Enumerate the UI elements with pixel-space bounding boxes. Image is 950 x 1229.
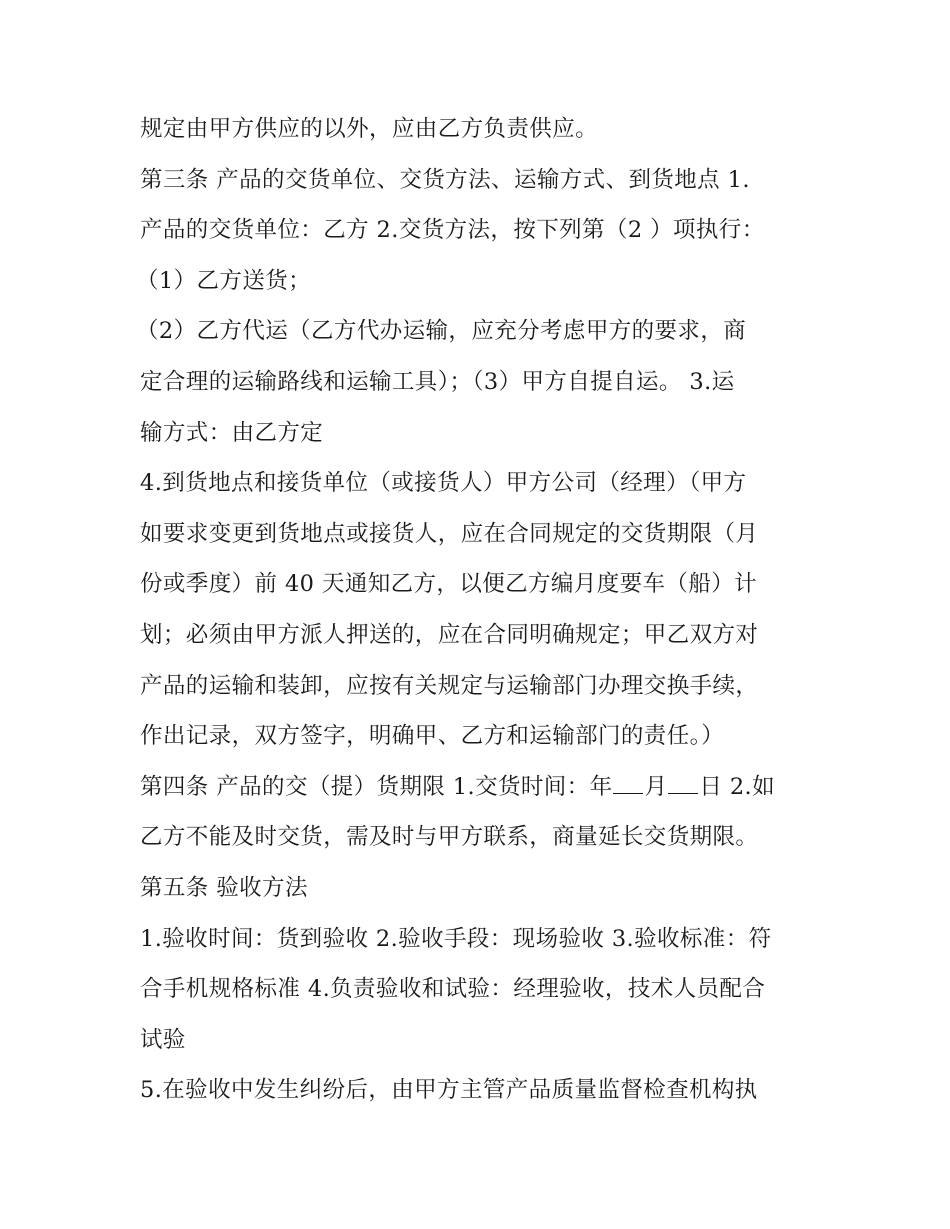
text-line: 划；必须由甲方派人押送的，应在合同明确规定；甲乙双方对 [140, 621, 759, 648]
text-line: 第五条 验收方法 [140, 874, 308, 901]
text-line: 产品的运输和装卸，应按有关规定与运输部门办理交换手续， [140, 672, 759, 699]
text-line: 输方式：由乙方定 [140, 419, 324, 446]
text-line: 如要求变更到货地点或接货人，应在合同规定的交货期限（月 [140, 520, 759, 547]
delivery-text-part: 日 2.如 [699, 773, 776, 800]
delivery-time-line [140, 762, 820, 813]
text-line: 第三条 产品的交货单位、交货方法、运输方式、到货地点 1. [140, 166, 750, 193]
text-line: （1）乙方送货； [136, 267, 312, 294]
text-line: （2）乙方代运（乙方代办运输，应充分考虑甲方的要求，商 [136, 318, 747, 345]
delivery-text-part: 第四条 产品的交（提）货期限 1.交货时间：年 [140, 773, 613, 800]
text-line: 试验 [140, 1026, 186, 1053]
text-line: 乙方不能及时交货，需及时与甲方联系，商量延长交货期限。 [140, 824, 759, 851]
text-line: 4.到货地点和接货单位（或接货人）甲方公司（经理）（甲方 [140, 470, 747, 497]
text-line: 作出记录，双方签字，明确甲、乙方和运输部门的责任。） [140, 723, 725, 750]
month-blank [613, 771, 643, 794]
text-line: 5.在验收中发生纠纷后，由甲方主管产品质量监督检查机构执 [140, 1077, 758, 1104]
text-line: 规定由甲方供应的以外，应由乙方负责供应。 [140, 116, 599, 142]
text-line: 产品的交货单位：乙方 2.交货方法，按下列第（2 ）项执行： [140, 217, 765, 244]
text-line: 合手机规格标准 4.负责验收和试验：经理验收，技术人员配合 [140, 976, 766, 1003]
delivery-text-part: 月 [644, 773, 668, 800]
text-line: 份或季度）前 40 天通知乙方，以便乙方编月度要车（船）计 [140, 571, 758, 598]
text-line: 定合理的运输路线和运输工具）；（3）甲方自提自运。 3.运 [140, 368, 735, 395]
day-blank [668, 771, 698, 794]
document-body [136, 104, 820, 1116]
text-line: 1.验收时间：货到验收 2.验收手段：现场验收 3.验收标准：符 [140, 925, 772, 952]
